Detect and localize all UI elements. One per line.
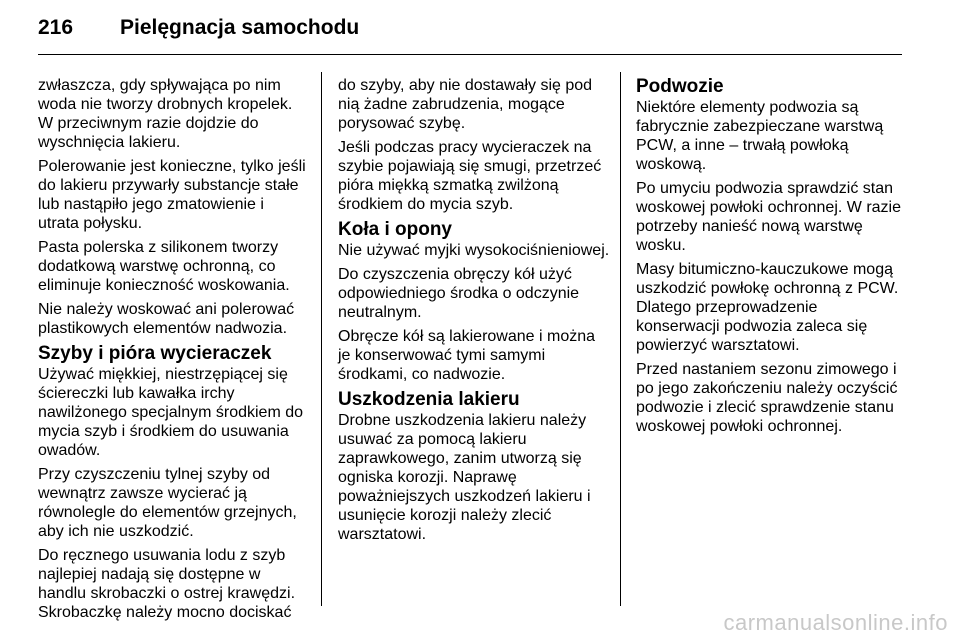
paragraph: Niektóre elementy podwozia są fabrycznie zabezpieczane warstwą PCW, a inne – trwałą powłoką woskową. <box>636 99 884 173</box>
paragraph: Przed nastaniem sezonu zimowego i po jego zakończeniu należy oczyścić podwozie i zlecić sprawdzenie stanu woskowej powłoki ochronnej. <box>636 361 898 435</box>
section-heading-windows-wipers: Szyby i pióra wycieraczek <box>38 343 272 364</box>
section-heading-underbody: Podwozie <box>636 76 724 97</box>
column-3 <box>636 76 904 441</box>
paragraph: Obręcze kół są lakierowane i można je konserwować tymi samymi środkami, co nadwozie. <box>338 328 596 383</box>
section-heading-paint-damage: Uszkodzenia lakieru <box>338 389 520 410</box>
paragraph: Jeśli podczas pracy wycieraczek na szybie pojawiają się smugi, przetrzeć pióra miękką szmatką zwilżoną środkiem do mycia szyb. <box>338 139 602 213</box>
paragraph: Przy czyszczeniu tylnej szyby od wewnątrz zawsze wycierać ją równolegle do elementów grzejnych, aby ich nie uszkodzić. <box>38 466 297 540</box>
section-heading-wheels-tyres: Koła i opony <box>338 219 452 240</box>
column-divider <box>620 72 621 606</box>
paragraph: Polerowanie jest konieczne, tylko jeśli do lakieru przywarły substancje stałe lub nastąpiło jego zmatowienie i utrata połysku. <box>38 158 306 232</box>
page-number: 216 <box>38 16 74 39</box>
column-divider <box>321 72 322 606</box>
paragraph: do szyby, aby nie dostawały się pod nią żadne zabrudzenia, mogące porysować szybę. <box>338 77 593 132</box>
running-title: Pielęgnacja samochodu <box>120 16 360 39</box>
paragraph: Nie używać myjki wysokociśnieniowej. <box>338 242 610 259</box>
watermark: carmanualsonline.info <box>723 610 948 635</box>
paragraph: Do ręcznego usuwania lodu z szyb najlepiej nadają się dostępne w handlu skrobaczki o ostrej krawędzi. Skrobaczkę należy mocno dociskać <box>38 547 296 621</box>
paragraph: Po umyciu podwozia sprawdzić stan woskowej powłoki ochronnej. W razie potrzeby nanieść nową warstwę wosku. <box>636 180 901 254</box>
paragraph: Do czyszczenia obręczy kół użyć odpowiedniego środka o odczynie neutralnym. <box>338 266 580 321</box>
column-2 <box>338 76 610 549</box>
paragraph: Drobne uszkodzenia lakieru należy usuwać za pomocą lakieru zaprawkowego, zanim utworzą się ogniska korozji. Naprawę poważniejszych uszkodzeń lakieru i usunięcie korozji należy zlecić warsztatowi. <box>338 412 591 543</box>
paragraph: Nie należy woskować ani polerować plastikowych elementów nadwozia. <box>38 301 295 337</box>
page-header <box>38 14 902 55</box>
paragraph: zwłaszcza, gdy spływająca po nim woda nie tworzy drobnych kropelek. W przeciwnym razie dojdzie do wyschnięcia lakieru. <box>38 77 293 151</box>
paragraph: Pasta polerska z silikonem tworzy dodatkową warstwę ochronną, co eliminuje konieczność woskowania. <box>38 239 290 294</box>
paragraph: Używać miękkiej, niestrzępiącej się ściereczki lub kawałka irchy nawilżonego specjalnym środkiem do mycia szyb i środkiem do usuwania owadów. <box>38 366 304 459</box>
column-1 <box>38 76 308 627</box>
paragraph: Masy bitumiczno-kauczukowe mogą uszkodzić powłokę ochronną z PCW. Dlatego przeprowadzenie konserwacji podwozia zaleca się powierzyć warsztatowi. <box>636 261 899 354</box>
